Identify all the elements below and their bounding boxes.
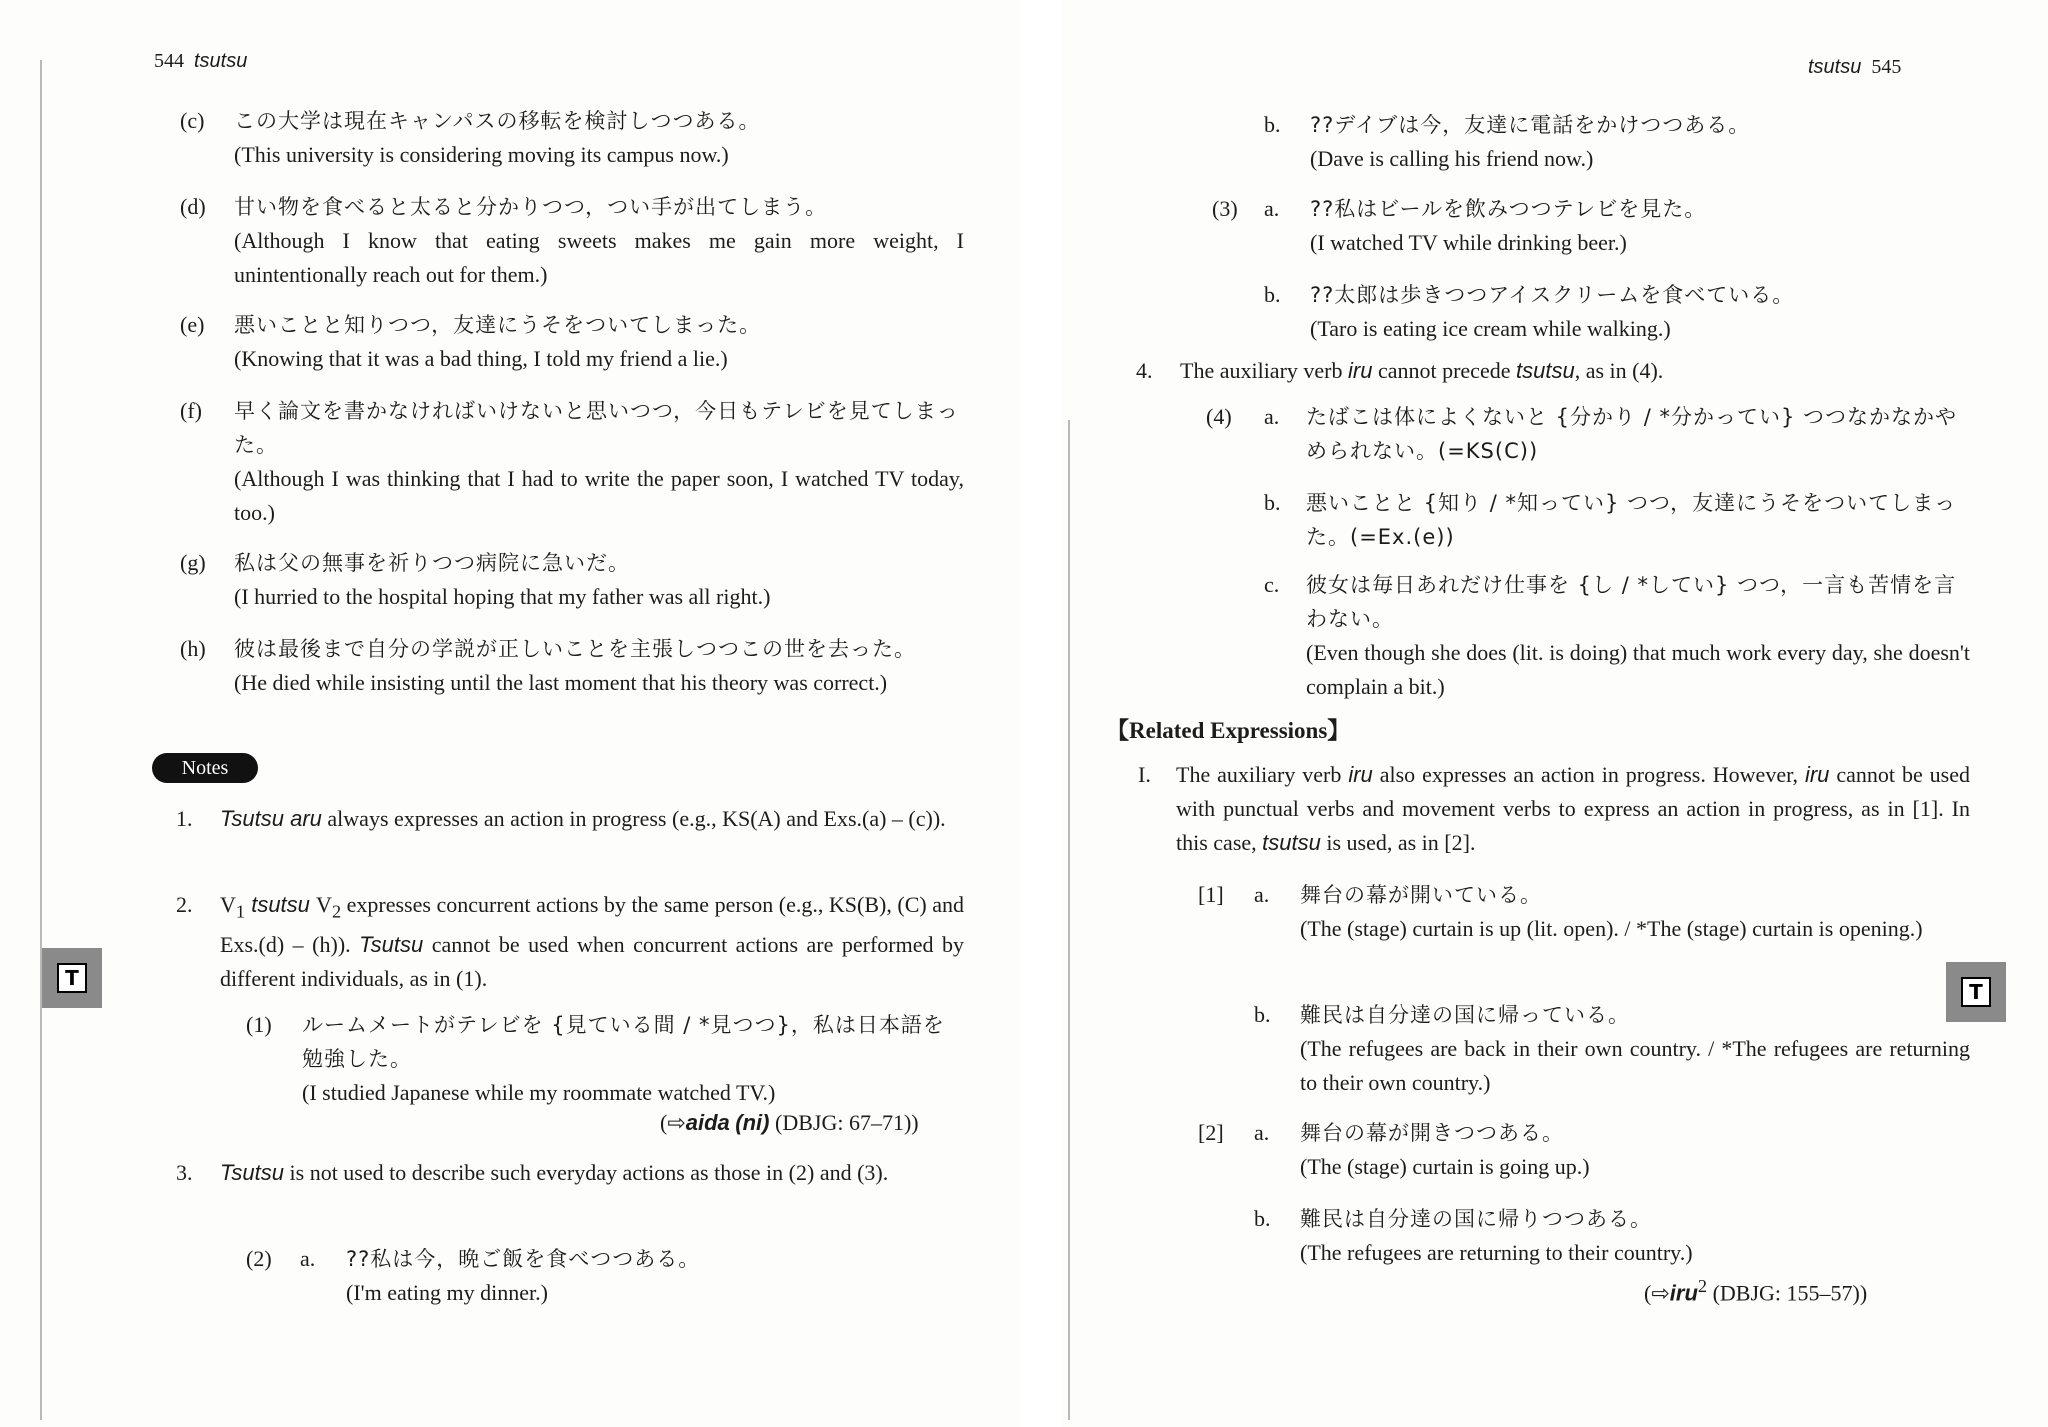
example-g-japanese: 私は父の無事を祈りつつ病院に急いだ。 — [234, 551, 630, 575]
related-example-2b-japanese: 難民は自分達の国に帰りつつある。 — [1300, 1207, 1652, 1231]
example-4a-sub: a. — [1264, 404, 1280, 429]
example-h-japanese: 彼は最後まで自分の学説が正しいことを主張しつつこの世を去った。 — [234, 637, 916, 661]
example-f-label: (f) — [180, 398, 202, 423]
note-2-sub1: 1 — [235, 901, 246, 922]
reference-iru-sup: 2 — [1697, 1276, 1708, 1296]
note-1-number: 1. — [176, 806, 193, 831]
related-example-2a — [1300, 1116, 1970, 1184]
related-1-text-d: is used, as in [2]. — [1320, 830, 1476, 855]
thumb-index-tab-right — [1946, 962, 2006, 1022]
left-page-header — [154, 50, 247, 73]
reference-tail: (DBJG: 67–71)) — [769, 1110, 919, 1135]
example-c-english: (This university is considering moving its campus now.) — [234, 142, 729, 167]
related-example-1b-japanese: 難民は自分達の国に帰っている。 — [1300, 1003, 1630, 1027]
example-2b-english: (Dave is calling his friend now.) — [1310, 146, 1594, 171]
note-2-term: tsutsu — [245, 892, 317, 917]
book-gutter — [1020, 0, 1062, 1427]
example-d-japanese: 甘い物を食べると太ると分かりつつ，つい手が出てしまう。 — [234, 195, 828, 219]
example-4b-japanese: 悪いことと {知り / *知ってい} つつ，友達にうそをついてしまった。(=Ex.(e)) — [1306, 491, 1957, 549]
related-1-term3: tsutsu — [1262, 830, 1321, 855]
example-e-japanese: 悪いことと知りつつ，友達にうそをついてしまった。 — [234, 313, 762, 337]
related-1-term: iru — [1348, 762, 1373, 787]
example-4c-english: (Even though she does (lit. is doing) that much work every day, she doesn't complain a bit.) — [1306, 640, 1970, 699]
thumb-index-tab-left — [42, 948, 102, 1008]
note-4-term2: tsutsu — [1515, 358, 1575, 383]
note-3-term: Tsutsu — [220, 1160, 285, 1185]
example-3b-japanese: ??太郎は歩きつつアイスクリームを食べている。 — [1310, 283, 1795, 307]
example-c-japanese: この大学は現在キャンパスの移転を検討しつつある。 — [234, 109, 761, 133]
reference-paren: (ni) — [735, 1110, 770, 1135]
note-2-v: V — [220, 892, 236, 917]
note-1 — [220, 802, 964, 836]
example-g-english: (I hurried to the hospital hoping that my father was all right.) — [234, 584, 771, 609]
example-4c-sub: c. — [1264, 572, 1280, 597]
example-1 — [302, 1008, 964, 1110]
reference-term: aida — [685, 1110, 730, 1135]
reference-iru-term: iru — [1669, 1280, 1698, 1306]
example-2a-sub: a. — [300, 1246, 316, 1271]
example-3-label: (3) — [1212, 196, 1238, 221]
related-1-text-a: The auxiliary verb — [1176, 762, 1349, 787]
related-example-1a-english: (The (stage) curtain is up (lit. open). / *The (stage) curtain is opening.) — [1300, 916, 1923, 941]
reference-aida — [660, 1110, 919, 1136]
example-2b-japanese: ??デイブは今，友達に電話をかけつつある。 — [1310, 113, 1751, 137]
note-4-text-b: cannot precede — [1372, 358, 1516, 383]
example-d — [234, 190, 964, 292]
note-2-term2: Tsutsu — [359, 932, 424, 958]
example-c-label: (c) — [180, 108, 205, 133]
example-2b-sub: b. — [1264, 112, 1281, 137]
example-e-label: (e) — [180, 312, 205, 337]
example-1-label: (1) — [246, 1012, 272, 1037]
example-2a-japanese: ??私は今，晩ご飯を食べつつある。 — [346, 1247, 701, 1271]
example-h — [234, 632, 964, 700]
example-3a-english: (I watched TV while drinking beer.) — [1310, 230, 1627, 255]
note-2-sub2: 2 — [331, 901, 342, 922]
example-4b — [1306, 486, 1970, 554]
related-example-2a-english: (The (stage) curtain is going up.) — [1300, 1154, 1590, 1179]
example-g-label: (g) — [180, 550, 206, 575]
related-1-text-b: also expresses an action in progress. However, — [1372, 762, 1805, 787]
example-3a-japanese: ??私はビールを飲みつつテレビを見た。 — [1310, 197, 1707, 221]
example-f-japanese: 早く論文を書かなければいけないと思いつつ，今日もテレビを見てしまった。 — [234, 399, 959, 457]
example-2b — [1310, 108, 1970, 176]
example-d-label: (d) — [180, 194, 206, 219]
example-g — [234, 546, 964, 614]
example-4a — [1306, 400, 1970, 468]
note-4-text-c: , as in (4). — [1574, 358, 1664, 383]
related-example-2-label: [2] — [1198, 1120, 1224, 1145]
related-example-1b-sub: b. — [1254, 1002, 1271, 1027]
right-page-number: 545 — [1871, 56, 1902, 78]
page-edge-gutter — [1068, 420, 1070, 1420]
example-3b-english: (Taro is eating ice cream while walking.) — [1310, 316, 1671, 341]
related-example-2a-japanese: 舞台の幕が開きつつある。 — [1300, 1121, 1564, 1145]
note-3 — [220, 1156, 964, 1190]
example-3a-sub: a. — [1264, 196, 1280, 221]
right-page-header — [1808, 56, 1901, 79]
example-1-english: (I studied Japanese while my roommate watched TV.) — [302, 1080, 776, 1105]
left-page-number: 544 — [154, 50, 184, 72]
note-2-v2: V — [316, 892, 332, 917]
note-3-number: 3. — [176, 1160, 193, 1185]
example-2a-english: (I'm eating my dinner.) — [346, 1280, 548, 1305]
example-4b-sub: b. — [1264, 490, 1281, 515]
left-page-title: tsutsu — [194, 50, 248, 72]
example-3b — [1310, 278, 1970, 346]
related-example-1-label: [1] — [1198, 882, 1224, 907]
note-4 — [1180, 354, 1970, 388]
right-page-title: tsutsu — [1808, 56, 1862, 78]
example-4c — [1306, 568, 1970, 704]
related-example-2b-english: (The refugees are returning to their country.) — [1300, 1240, 1693, 1265]
example-h-label: (h) — [180, 636, 206, 661]
example-d-english: (Although I know that eating sweets makes me gain more weight, I unintentionally reach out for them.) — [234, 228, 964, 287]
related-example-1a — [1300, 878, 1970, 946]
related-example-1a-japanese: 舞台の幕が開いている。 — [1300, 883, 1542, 907]
related-expressions-heading: 【Related Expressions】 — [1106, 718, 1351, 743]
note-1-term: Tsutsu aru — [220, 806, 322, 831]
example-4a-japanese: たばこは体によくないと {分かり / *分かってい} つつなかなかやめられない。(=KS(C)) — [1306, 405, 1957, 463]
note-2-text-c: expresses concurrent actions by the same person (e.g., KS(B), (C) and Exs.(d) – (h)). — [220, 892, 964, 958]
example-4c-japanese: 彼女は毎日あれだけ仕事を {し / *してい} つつ，一言も苦情を言わない。 — [1306, 573, 1957, 631]
tab-letter-right: T — [1961, 977, 1991, 1007]
tab-letter-left: T — [57, 963, 87, 993]
note-4-text-a: The auxiliary verb — [1180, 358, 1348, 383]
example-e — [234, 308, 964, 376]
related-example-2b-sub: b. — [1254, 1206, 1271, 1231]
note-4-term: iru — [1348, 358, 1373, 383]
related-1-term2: iru — [1804, 762, 1830, 787]
note-2 — [220, 888, 964, 996]
reference-iru-tail: (DBJG: 155–57)) — [1707, 1280, 1868, 1306]
example-f-english: (Although I was thinking that I had to write the paper soon, I watched TV today, too.) — [234, 466, 964, 525]
related-example-2b — [1300, 1202, 1970, 1270]
related-example-1b-english: (The refugees are back in their own country. / *The refugees are returning to their own country.) — [1300, 1036, 1970, 1095]
example-4-label: (4) — [1206, 404, 1232, 429]
reference-arrow: (⇨ — [660, 1110, 686, 1135]
reference-iru-arrow: (⇨ — [1644, 1280, 1670, 1306]
note-2-number: 2. — [176, 892, 193, 917]
example-f — [234, 394, 964, 530]
page-edge-left — [40, 60, 42, 1420]
example-3a — [1310, 192, 1970, 260]
example-h-english: (He died while insisting until the last moment that his theory was correct.) — [234, 670, 888, 695]
example-2a — [346, 1242, 966, 1310]
example-3b-sub: b. — [1264, 282, 1281, 307]
example-c — [234, 104, 964, 172]
related-1-number: I. — [1138, 762, 1151, 787]
related-example-2a-sub: a. — [1254, 1120, 1270, 1145]
related-example-1a-sub: a. — [1254, 882, 1270, 907]
related-1 — [1176, 758, 1970, 860]
note-4-number: 4. — [1136, 358, 1153, 383]
notes-badge: Notes — [152, 753, 258, 783]
reference-iru — [1644, 1276, 1867, 1306]
example-2-label: (2) — [246, 1246, 272, 1271]
example-1-japanese: ルームメートがテレビを {見ている間 / *見つつ}，私は日本語を勉強した。 — [302, 1013, 945, 1071]
related-example-1b — [1300, 998, 1970, 1100]
note-1-text: always expresses an action in progress (e.g., KS(A) and Exs.(a) – (c)). — [321, 806, 946, 831]
note-3-text: is not used to describe such everyday actions as those in (2) and (3). — [284, 1160, 889, 1185]
note-2-text-d: cannot be used when concurrent actions are performed by different individuals, as in (1). — [220, 932, 965, 992]
example-e-english: (Knowing that it was a bad thing, I told my friend a lie.) — [234, 346, 728, 371]
related-1-text-c: cannot be used with punctual verbs and movement verbs to express an action in progress, as in [1]. In this case, — [1176, 762, 1970, 855]
